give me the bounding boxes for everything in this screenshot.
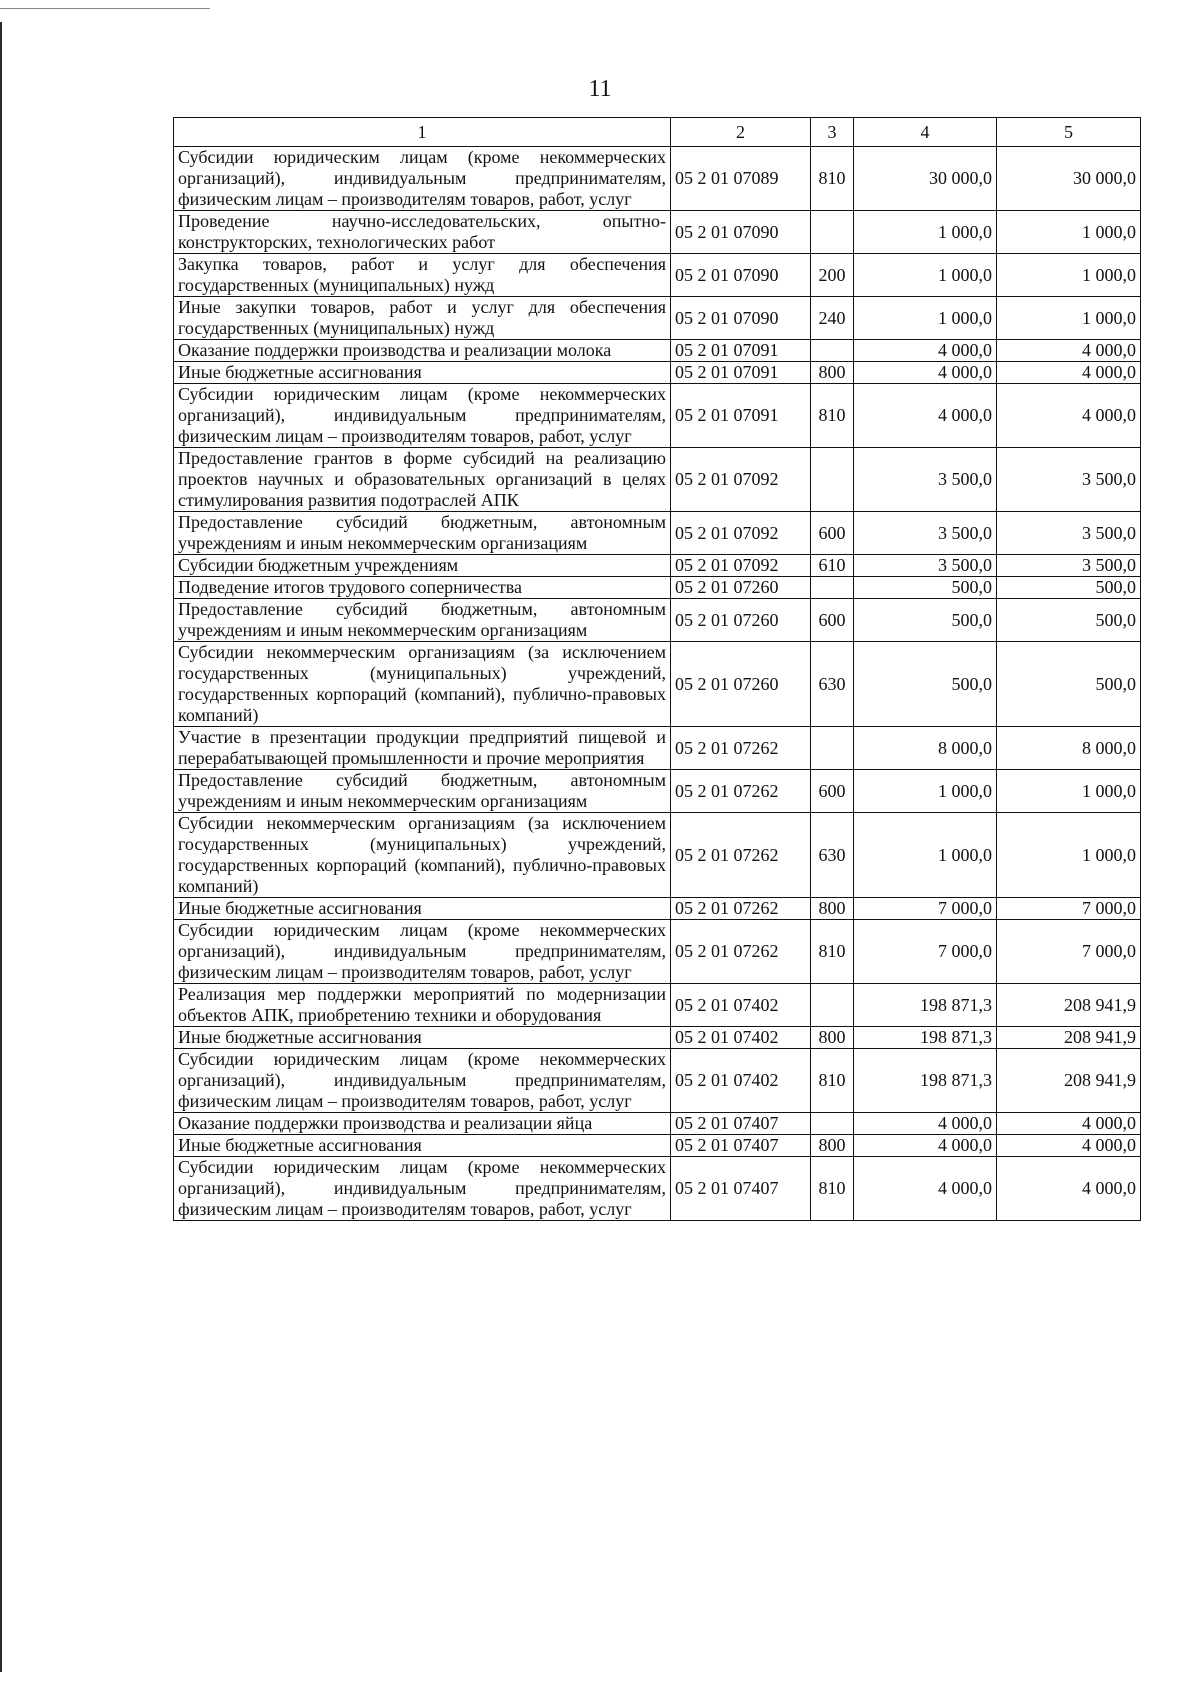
column-header-1: 1: [174, 118, 671, 147]
row-amount-year-1: 7 000,0: [854, 920, 997, 984]
column-header-3: 3: [811, 118, 854, 147]
budget-table: [173, 117, 1141, 1221]
table-row: [174, 642, 1141, 727]
row-amount-year-1: 198 871,3: [854, 984, 997, 1027]
row-expense-type: [811, 1113, 854, 1135]
table-row: [174, 1135, 1141, 1157]
row-expense-type: 630: [811, 642, 854, 727]
row-expense-type: 810: [811, 1157, 854, 1221]
row-amount-year-2: 208 941,9: [997, 1027, 1141, 1049]
row-target-code: 05 2 01 07262: [671, 727, 811, 770]
page-number: 11: [588, 76, 612, 102]
row-expense-type: 810: [811, 920, 854, 984]
table-row: [174, 384, 1141, 448]
row-expense-type: 800: [811, 1027, 854, 1049]
row-expense-type: [811, 340, 854, 362]
row-description: Субсидии некоммерческим организациям (за исключением государственных (муниципальных) учреждений, государственных корпораций (компаний), публично-правовых компаний): [174, 813, 671, 898]
table-row: [174, 1157, 1141, 1221]
row-target-code: 05 2 01 07091: [671, 340, 811, 362]
row-target-code: 05 2 01 07402: [671, 984, 811, 1027]
row-amount-year-2: 1 000,0: [997, 254, 1141, 297]
row-amount-year-2: 4 000,0: [997, 340, 1141, 362]
table-row: [174, 1027, 1141, 1049]
row-expense-type: 200: [811, 254, 854, 297]
scan-top-edge: [0, 8, 210, 9]
row-description: Закупка товаров, работ и услуг для обеспечения государственных (муниципальных) нужд: [174, 254, 671, 297]
row-amount-year-2: 1 000,0: [997, 770, 1141, 813]
row-amount-year-2: 500,0: [997, 642, 1141, 727]
row-expense-type: 810: [811, 384, 854, 448]
row-target-code: 05 2 01 07402: [671, 1049, 811, 1113]
row-expense-type: 240: [811, 297, 854, 340]
row-amount-year-2: 30 000,0: [997, 147, 1141, 211]
column-header-5: 5: [997, 118, 1141, 147]
row-amount-year-1: 3 500,0: [854, 512, 997, 555]
row-amount-year-2: 208 941,9: [997, 984, 1141, 1027]
row-amount-year-2: 4 000,0: [997, 1113, 1141, 1135]
table-row: [174, 340, 1141, 362]
row-target-code: 05 2 01 07090: [671, 211, 811, 254]
table-row: [174, 1113, 1141, 1135]
row-amount-year-1: 1 000,0: [854, 211, 997, 254]
row-amount-year-2: 3 500,0: [997, 448, 1141, 512]
row-amount-year-1: 500,0: [854, 642, 997, 727]
row-amount-year-1: 4 000,0: [854, 340, 997, 362]
table-row: [174, 1049, 1141, 1113]
table-row: [174, 599, 1141, 642]
row-description: Проведение научно-исследовательских, опытно-конструкторских, технологических работ: [174, 211, 671, 254]
row-amount-year-2: 3 500,0: [997, 555, 1141, 577]
table-row: [174, 984, 1141, 1027]
row-expense-type: 810: [811, 147, 854, 211]
row-description: Предоставление грантов в форме субсидий на реализацию проектов научных и образовательных организаций в целях стимулирования развития подотраслей АПК: [174, 448, 671, 512]
row-target-code: 05 2 01 07407: [671, 1113, 811, 1135]
row-expense-type: [811, 448, 854, 512]
table-row: [174, 898, 1141, 920]
row-description: Иные бюджетные ассигнования: [174, 1027, 671, 1049]
row-target-code: 05 2 01 07092: [671, 555, 811, 577]
row-expense-type: [811, 984, 854, 1027]
row-expense-type: [811, 577, 854, 599]
row-amount-year-2: 3 500,0: [997, 512, 1141, 555]
table-row: [174, 770, 1141, 813]
row-amount-year-1: 198 871,3: [854, 1027, 997, 1049]
row-amount-year-1: 500,0: [854, 577, 997, 599]
table-row: [174, 211, 1141, 254]
row-amount-year-1: 1 000,0: [854, 254, 997, 297]
row-amount-year-2: 1 000,0: [997, 813, 1141, 898]
row-amount-year-1: 1 000,0: [854, 813, 997, 898]
row-amount-year-1: 3 500,0: [854, 555, 997, 577]
row-amount-year-2: 4 000,0: [997, 1157, 1141, 1221]
row-target-code: 05 2 01 07089: [671, 147, 811, 211]
table-row: [174, 254, 1141, 297]
row-amount-year-2: 208 941,9: [997, 1049, 1141, 1113]
row-amount-year-1: 4 000,0: [854, 384, 997, 448]
table-header-row: [174, 118, 1141, 147]
row-description: Подведение итогов трудового соперничества: [174, 577, 671, 599]
table-row: [174, 555, 1141, 577]
row-expense-type: 610: [811, 555, 854, 577]
row-expense-type: 600: [811, 512, 854, 555]
row-target-code: 05 2 01 07402: [671, 1027, 811, 1049]
row-target-code: 05 2 01 07090: [671, 297, 811, 340]
row-expense-type: 600: [811, 770, 854, 813]
row-amount-year-2: 1 000,0: [997, 297, 1141, 340]
row-expense-type: 800: [811, 362, 854, 384]
row-description: Участие в презентации продукции предприятий пищевой и перерабатывающей промышленности и прочие мероприятия: [174, 727, 671, 770]
row-target-code: 05 2 01 07262: [671, 770, 811, 813]
row-expense-type: 630: [811, 813, 854, 898]
table-body: [174, 147, 1141, 1221]
row-target-code: 05 2 01 07091: [671, 362, 811, 384]
column-header-4: 4: [854, 118, 997, 147]
row-amount-year-2: 4 000,0: [997, 1135, 1141, 1157]
row-target-code: 05 2 01 07407: [671, 1135, 811, 1157]
row-amount-year-1: 1 000,0: [854, 770, 997, 813]
row-description: Предоставление субсидий бюджетным, автономным учреждениям и иным некоммерческим организациям: [174, 599, 671, 642]
table-row: [174, 362, 1141, 384]
table-row: [174, 727, 1141, 770]
row-target-code: 05 2 01 07262: [671, 813, 811, 898]
row-amount-year-1: 4 000,0: [854, 1113, 997, 1135]
row-amount-year-1: 4 000,0: [854, 362, 997, 384]
row-description: Оказание поддержки производства и реализации молока: [174, 340, 671, 362]
row-amount-year-2: 7 000,0: [997, 898, 1141, 920]
row-description: Иные бюджетные ассигнования: [174, 362, 671, 384]
row-target-code: 05 2 01 07262: [671, 920, 811, 984]
row-amount-year-1: 4 000,0: [854, 1157, 997, 1221]
row-expense-type: [811, 211, 854, 254]
row-description: Иные закупки товаров, работ и услуг для обеспечения государственных (муниципальных) нужд: [174, 297, 671, 340]
row-amount-year-1: 8 000,0: [854, 727, 997, 770]
row-description: Оказание поддержки производства и реализации яйца: [174, 1113, 671, 1135]
row-amount-year-1: 30 000,0: [854, 147, 997, 211]
row-description: Субсидии бюджетным учреждениям: [174, 555, 671, 577]
row-target-code: 05 2 01 07260: [671, 642, 811, 727]
row-target-code: 05 2 01 07091: [671, 384, 811, 448]
row-description: Субсидии юридическим лицам (кроме некоммерческих организаций), индивидуальным предпринимателям, физическим лицам – производителям товаров, работ, услуг: [174, 1157, 671, 1221]
table-row: [174, 147, 1141, 211]
row-description: Предоставление субсидий бюджетным, автономным учреждениям и иным некоммерческим организациям: [174, 770, 671, 813]
row-description: Иные бюджетные ассигнования: [174, 898, 671, 920]
row-target-code: 05 2 01 07262: [671, 898, 811, 920]
row-amount-year-1: 7 000,0: [854, 898, 997, 920]
table-row: [174, 448, 1141, 512]
row-amount-year-2: 500,0: [997, 577, 1141, 599]
row-target-code: 05 2 01 07260: [671, 577, 811, 599]
row-description: Субсидии юридическим лицам (кроме некоммерческих организаций), индивидуальным предпринимателям, физическим лицам – производителям товаров, работ, услуг: [174, 147, 671, 211]
table-row: [174, 920, 1141, 984]
row-description: Субсидии юридическим лицам (кроме некоммерческих организаций), индивидуальным предпринимателям, физическим лицам – производителям товаров, работ, услуг: [174, 1049, 671, 1113]
row-amount-year-2: 1 000,0: [997, 211, 1141, 254]
table-row: [174, 577, 1141, 599]
row-amount-year-2: 4 000,0: [997, 384, 1141, 448]
row-description: Субсидии юридическим лицам (кроме некоммерческих организаций), индивидуальным предпринимателям, физическим лицам – производителям товаров, работ, услуг: [174, 384, 671, 448]
row-description: Реализация мер поддержки мероприятий по модернизации объектов АПК, приобретению техники и оборудования: [174, 984, 671, 1027]
row-expense-type: 600: [811, 599, 854, 642]
row-description: Субсидии юридическим лицам (кроме некоммерческих организаций), индивидуальным предпринимателям, физическим лицам – производителям товаров, работ, услуг: [174, 920, 671, 984]
row-amount-year-1: 3 500,0: [854, 448, 997, 512]
table-row: [174, 297, 1141, 340]
row-amount-year-1: 198 871,3: [854, 1049, 997, 1113]
row-amount-year-1: 4 000,0: [854, 1135, 997, 1157]
row-amount-year-2: 8 000,0: [997, 727, 1141, 770]
row-expense-type: 810: [811, 1049, 854, 1113]
table-row: [174, 813, 1141, 898]
row-description: Субсидии некоммерческим организациям (за исключением государственных (муниципальных) учреждений, государственных корпораций (компаний), публично-правовых компаний): [174, 642, 671, 727]
row-target-code: 05 2 01 07092: [671, 512, 811, 555]
column-header-2: 2: [671, 118, 811, 147]
row-description: Предоставление субсидий бюджетным, автономным учреждениям и иным некоммерческим организациям: [174, 512, 671, 555]
table-row: [174, 512, 1141, 555]
row-amount-year-2: 7 000,0: [997, 920, 1141, 984]
row-description: Иные бюджетные ассигнования: [174, 1135, 671, 1157]
row-expense-type: 800: [811, 898, 854, 920]
scan-left-edge: [0, 22, 2, 1672]
row-target-code: 05 2 01 07407: [671, 1157, 811, 1221]
row-amount-year-2: 500,0: [997, 599, 1141, 642]
row-target-code: 05 2 01 07092: [671, 448, 811, 512]
row-target-code: 05 2 01 07090: [671, 254, 811, 297]
row-amount-year-2: 4 000,0: [997, 362, 1141, 384]
row-expense-type: [811, 727, 854, 770]
row-expense-type: 800: [811, 1135, 854, 1157]
row-amount-year-1: 500,0: [854, 599, 997, 642]
row-target-code: 05 2 01 07260: [671, 599, 811, 642]
row-amount-year-1: 1 000,0: [854, 297, 997, 340]
